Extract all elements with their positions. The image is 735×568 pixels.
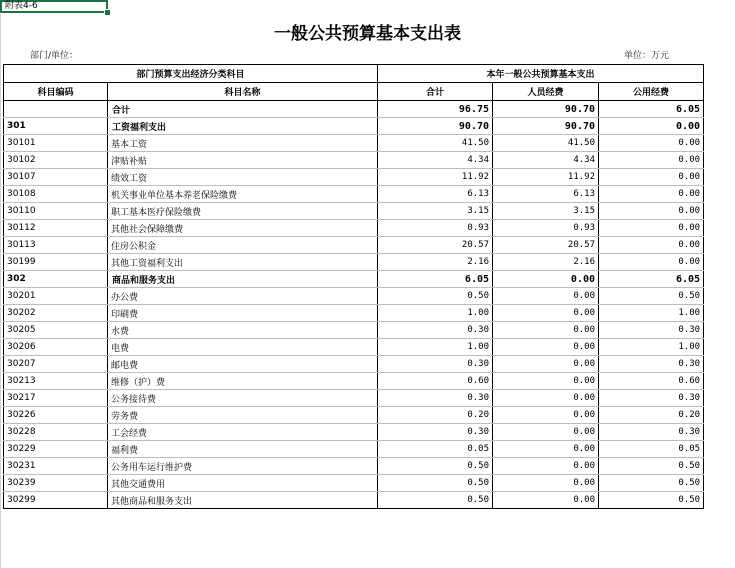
row-personnel[interactable]: 11.92 bbox=[493, 169, 599, 186]
row-name[interactable]: 电费 bbox=[108, 339, 378, 356]
header-total: 合计 bbox=[378, 83, 493, 101]
row-name[interactable]: 福利费 bbox=[108, 441, 378, 458]
row-code[interactable]: 30110 bbox=[4, 203, 108, 220]
row-public[interactable]: 0.50 bbox=[599, 492, 704, 509]
table-row bbox=[4, 373, 704, 390]
row-public[interactable]: 0.00 bbox=[599, 152, 704, 169]
row-personnel[interactable]: 0.00 bbox=[493, 475, 599, 492]
row-name[interactable]: 维修（护）费 bbox=[108, 373, 378, 390]
row-code[interactable]: 30201 bbox=[4, 288, 108, 305]
row-name[interactable]: 印刷费 bbox=[108, 305, 378, 322]
row-code[interactable]: 302 bbox=[4, 271, 108, 288]
table-row bbox=[4, 220, 704, 237]
row-name[interactable]: 其他交通费用 bbox=[108, 475, 378, 492]
row-personnel[interactable]: 0.00 bbox=[493, 441, 599, 458]
row-personnel[interactable]: 0.00 bbox=[493, 390, 599, 407]
selected-cell-a1[interactable]: 附表4-6 bbox=[0, 0, 108, 13]
row-name[interactable]: 津贴补贴 bbox=[108, 152, 378, 169]
row-public[interactable]: 0.00 bbox=[599, 186, 704, 203]
row-personnel[interactable]: 0.00 bbox=[493, 373, 599, 390]
row-code[interactable]: 30202 bbox=[4, 305, 108, 322]
header-name: 科目名称 bbox=[108, 83, 378, 101]
row-personnel[interactable]: 4.34 bbox=[493, 152, 599, 169]
row-personnel[interactable]: 0.00 bbox=[493, 339, 599, 356]
row-public[interactable]: 0.00 bbox=[599, 169, 704, 186]
row-total[interactable]: 0.93 bbox=[378, 220, 493, 237]
table-row bbox=[4, 135, 704, 152]
row-total[interactable]: 0.60 bbox=[378, 373, 493, 390]
row-public[interactable]: 6.05 bbox=[599, 271, 704, 288]
row-code[interactable]: 30228 bbox=[4, 424, 108, 441]
row-total[interactable]: 2.16 bbox=[378, 254, 493, 271]
row-personnel[interactable]: 0.00 bbox=[493, 492, 599, 509]
row-personnel[interactable]: 90.70 bbox=[493, 101, 599, 118]
row-total[interactable]: 1.00 bbox=[378, 305, 493, 322]
row-total[interactable]: 6.13 bbox=[378, 186, 493, 203]
row-personnel[interactable]: 0.00 bbox=[493, 424, 599, 441]
table-row bbox=[4, 458, 704, 475]
row-total[interactable]: 20.57 bbox=[378, 237, 493, 254]
page-title: 一般公共预算基本支出表 bbox=[274, 24, 461, 44]
row-personnel[interactable]: 41.50 bbox=[493, 135, 599, 152]
row-name[interactable]: 公务接待费 bbox=[108, 390, 378, 407]
row-public[interactable]: 0.50 bbox=[599, 475, 704, 492]
row-name[interactable]: 邮电费 bbox=[108, 356, 378, 373]
dept-label: 部门/单位： bbox=[30, 51, 79, 61]
row-public[interactable]: 0.00 bbox=[599, 220, 704, 237]
row-code[interactable]: 30107 bbox=[4, 169, 108, 186]
row-total[interactable]: 4.34 bbox=[378, 152, 493, 169]
row-code[interactable]: 30207 bbox=[4, 356, 108, 373]
sheet-left-edge bbox=[0, 14, 1, 568]
table-row bbox=[4, 169, 704, 186]
table-row bbox=[4, 322, 704, 339]
row-public[interactable]: 0.00 bbox=[599, 254, 704, 271]
row-public[interactable]: 0.50 bbox=[599, 288, 704, 305]
table-row bbox=[4, 101, 704, 118]
row-personnel[interactable]: 0.00 bbox=[493, 356, 599, 373]
row-personnel[interactable]: 0.93 bbox=[493, 220, 599, 237]
row-name[interactable]: 工资福利支出 bbox=[108, 118, 378, 135]
table-row bbox=[4, 186, 704, 203]
row-name[interactable]: 住房公积金 bbox=[108, 237, 378, 254]
row-total[interactable]: 1.00 bbox=[378, 339, 493, 356]
row-public[interactable]: 1.00 bbox=[599, 305, 704, 322]
table-row bbox=[4, 492, 704, 509]
row-code[interactable]: 30101 bbox=[4, 135, 108, 152]
row-code[interactable] bbox=[4, 101, 108, 118]
row-name[interactable]: 绩效工资 bbox=[108, 169, 378, 186]
header-group-left: 部门预算支出经济分类科目 bbox=[4, 65, 378, 83]
row-total[interactable]: 3.15 bbox=[378, 203, 493, 220]
row-code[interactable]: 30113 bbox=[4, 237, 108, 254]
table-row bbox=[4, 118, 704, 135]
row-public[interactable]: 0.00 bbox=[599, 237, 704, 254]
row-name[interactable]: 办公费 bbox=[108, 288, 378, 305]
row-public[interactable]: 0.00 bbox=[599, 118, 704, 135]
row-name[interactable]: 机关事业单位基本养老保险缴费 bbox=[108, 186, 378, 203]
table-row bbox=[4, 441, 704, 458]
table-row bbox=[4, 475, 704, 492]
row-total[interactable]: 0.50 bbox=[378, 492, 493, 509]
row-total[interactable]: 0.50 bbox=[378, 458, 493, 475]
row-code[interactable]: 30206 bbox=[4, 339, 108, 356]
row-code[interactable]: 301 bbox=[4, 118, 108, 135]
row-personnel[interactable]: 0.00 bbox=[493, 458, 599, 475]
row-total[interactable]: 6.05 bbox=[378, 271, 493, 288]
row-total[interactable]: 0.30 bbox=[378, 390, 493, 407]
row-code[interactable]: 30102 bbox=[4, 152, 108, 169]
table-row bbox=[4, 424, 704, 441]
row-personnel[interactable]: 3.15 bbox=[493, 203, 599, 220]
row-public[interactable]: 0.60 bbox=[599, 373, 704, 390]
row-code[interactable]: 30229 bbox=[4, 441, 108, 458]
row-name[interactable]: 水费 bbox=[108, 322, 378, 339]
row-public[interactable]: 0.00 bbox=[599, 203, 704, 220]
row-total[interactable]: 96.75 bbox=[378, 101, 493, 118]
table-row bbox=[4, 152, 704, 169]
table-row bbox=[4, 254, 704, 271]
row-code[interactable]: 30213 bbox=[4, 373, 108, 390]
row-name[interactable]: 工会经费 bbox=[108, 424, 378, 441]
row-total[interactable]: 0.50 bbox=[378, 288, 493, 305]
row-personnel[interactable]: 6.13 bbox=[493, 186, 599, 203]
row-public[interactable]: 0.00 bbox=[599, 135, 704, 152]
row-public[interactable]: 0.30 bbox=[599, 322, 704, 339]
unit-label: 单位：万元 bbox=[624, 51, 670, 61]
row-public[interactable]: 0.05 bbox=[599, 441, 704, 458]
table-row bbox=[4, 356, 704, 373]
row-public[interactable]: 0.20 bbox=[599, 407, 704, 424]
table-row bbox=[4, 203, 704, 220]
row-public[interactable]: 0.30 bbox=[599, 424, 704, 441]
header-group-right: 本年一般公共预算基本支出 bbox=[378, 65, 704, 83]
row-total[interactable]: 0.30 bbox=[378, 356, 493, 373]
row-total[interactable]: 90.70 bbox=[378, 118, 493, 135]
row-name[interactable]: 劳务费 bbox=[108, 407, 378, 424]
row-total[interactable]: 0.20 bbox=[378, 407, 493, 424]
table-row bbox=[4, 271, 704, 288]
row-name[interactable]: 其他工资福利支出 bbox=[108, 254, 378, 271]
row-name[interactable]: 基本工资 bbox=[108, 135, 378, 152]
row-code[interactable]: 30226 bbox=[4, 407, 108, 424]
row-total[interactable]: 11.92 bbox=[378, 169, 493, 186]
row-code[interactable]: 30231 bbox=[4, 458, 108, 475]
row-name[interactable]: 商品和服务支出 bbox=[108, 271, 378, 288]
row-code[interactable]: 30112 bbox=[4, 220, 108, 237]
row-public[interactable]: 6.05 bbox=[599, 101, 704, 118]
row-personnel[interactable]: 0.00 bbox=[493, 288, 599, 305]
table-row bbox=[4, 288, 704, 305]
row-code[interactable]: 30299 bbox=[4, 492, 108, 509]
row-total[interactable]: 0.50 bbox=[378, 475, 493, 492]
fill-handle[interactable] bbox=[104, 9, 111, 16]
row-code[interactable]: 30239 bbox=[4, 475, 108, 492]
row-total[interactable]: 0.05 bbox=[378, 441, 493, 458]
row-public[interactable]: 1.00 bbox=[599, 339, 704, 356]
row-public[interactable]: 0.30 bbox=[599, 390, 704, 407]
header-public: 公用经费 bbox=[599, 83, 704, 101]
row-code[interactable]: 30108 bbox=[4, 186, 108, 203]
row-name[interactable]: 其他社会保障缴费 bbox=[108, 220, 378, 237]
row-code[interactable]: 30199 bbox=[4, 254, 108, 271]
table-row bbox=[4, 339, 704, 356]
row-total[interactable]: 41.50 bbox=[378, 135, 493, 152]
row-code[interactable]: 30217 bbox=[4, 390, 108, 407]
table-row bbox=[4, 407, 704, 424]
table-row bbox=[4, 390, 704, 407]
row-name[interactable]: 公务用车运行维护费 bbox=[108, 458, 378, 475]
row-personnel[interactable]: 0.00 bbox=[493, 322, 599, 339]
row-personnel[interactable]: 2.16 bbox=[493, 254, 599, 271]
row-public[interactable]: 0.30 bbox=[599, 356, 704, 373]
table-row bbox=[4, 237, 704, 254]
table-row bbox=[4, 305, 704, 322]
row-name[interactable]: 其他商品和服务支出 bbox=[108, 492, 378, 509]
row-total[interactable]: 0.30 bbox=[378, 424, 493, 441]
row-personnel[interactable]: 20.57 bbox=[493, 237, 599, 254]
row-public[interactable]: 0.50 bbox=[599, 458, 704, 475]
row-name[interactable]: 职工基本医疗保险缴费 bbox=[108, 203, 378, 220]
row-name[interactable]: 合计 bbox=[108, 101, 378, 118]
row-personnel[interactable]: 0.00 bbox=[493, 271, 599, 288]
row-personnel[interactable]: 0.00 bbox=[493, 407, 599, 424]
row-personnel[interactable]: 0.00 bbox=[493, 305, 599, 322]
row-total[interactable]: 0.30 bbox=[378, 322, 493, 339]
row-personnel[interactable]: 90.70 bbox=[493, 118, 599, 135]
header-personnel: 人员经费 bbox=[493, 83, 599, 101]
row-code[interactable]: 30205 bbox=[4, 322, 108, 339]
budget-table bbox=[3, 64, 704, 509]
header-code: 科目编码 bbox=[4, 83, 108, 101]
